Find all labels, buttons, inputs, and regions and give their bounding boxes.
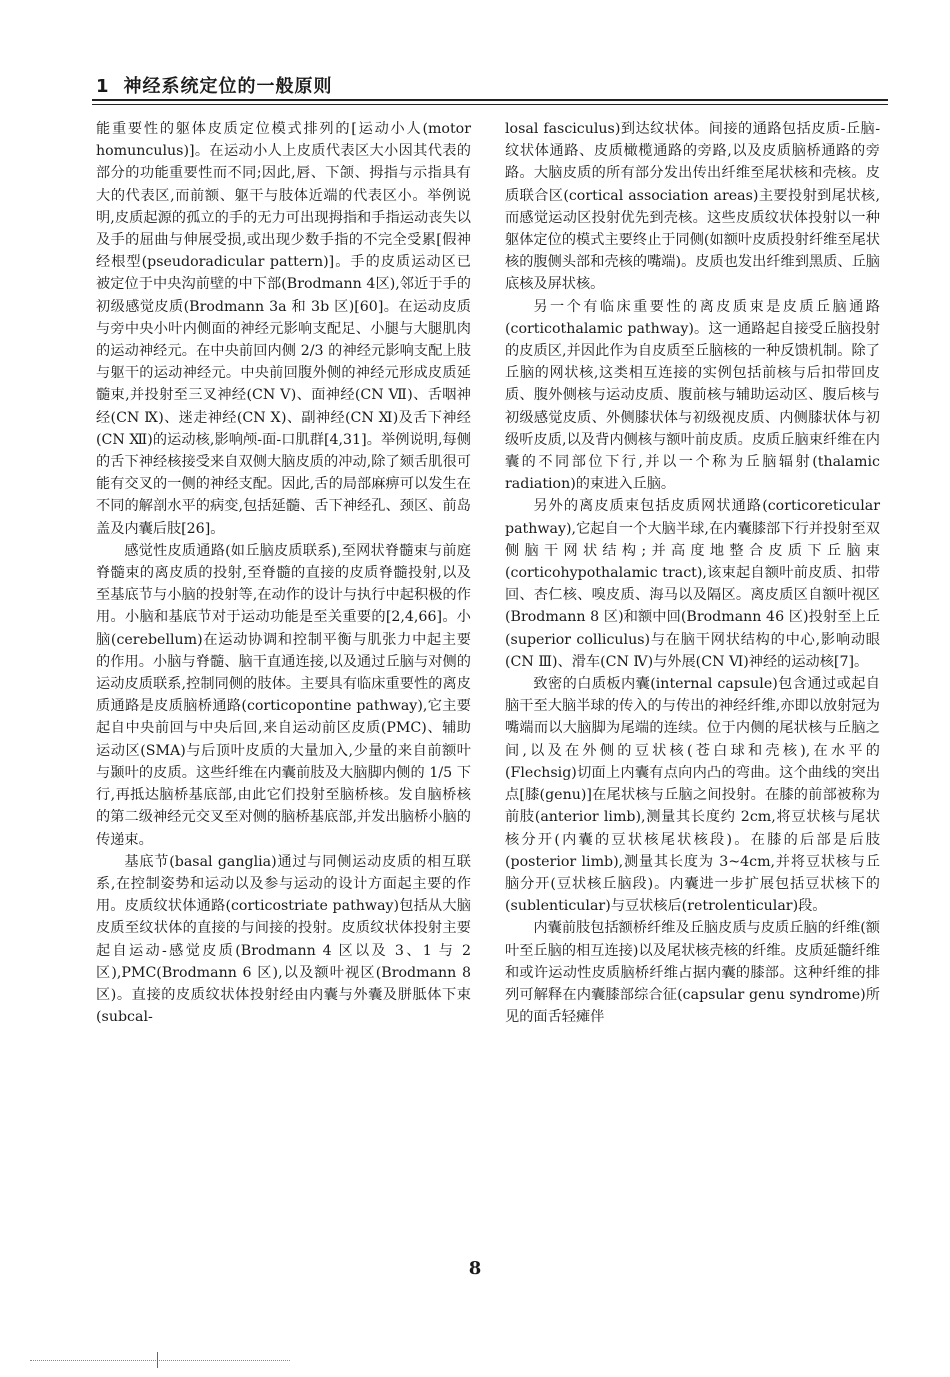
paragraph: 感觉性皮质通路(如丘脑皮质联系),至网状脊髓束与前庭脊髓束的离皮质的投射,至脊髓的直接的皮质脊髓投射,以及至基底节与小脑的投射等,在动作的设计与执行中起积极的作用。小脑和基底节对于运动功能是至关重要的[2,4,66]。小脑(cerebellum)在运动协调和控制平衡与肌张力中起主要的作用。小脑与脊髓、脑干直通连接,以及通过丘脑与对侧的运动皮质联系,控制同侧的肢体。主要具有临床重要性的离皮质通路是皮质脑桥通路(corticopontine pathway),它主要起自中央前回与中央后回,来自运动前区皮质(PMC)、辅助运动区(SMA)与后顶叶皮质的大量加入,少量的来自前额叶与颞叶的皮质。这些纤维在内囊前肢及大脑脚内侧的 1/5 下行,再抵达脑桥基底部,由此它们投射至脑桥核。发自脑桥核的第二级神经元交叉至对侧的脑桥基底部,并发出脑桥小脑的传递束。 [96, 542, 471, 848]
paragraph: 另一个有临床重要性的离皮质束是皮质丘脑通路(corticothalamic pathway)。这一通路起自接受丘脑投射的皮质区,并因此作为自皮质至丘脑核的一种反馈机制。除了丘脑的网状核,这类相互连接的实例包括前核与后扣带回皮质、腹外侧核与运动皮质、腹前核与辅助运动区、腹后核与初级感觉皮质、外侧膝状体与初级视皮质、内侧膝状体与初级听皮质,以及背内侧核与额叶前皮质。皮质丘脑束纤维在内囊的不同部位下行,并以一个称为丘脑辐射(thalamic radiation)的束进入丘脑。 [505, 298, 880, 493]
paragraph: losal fasciculus)到达纹状体。间接的通路包括皮质-丘脑-纹状体通路、皮质橄榄通路的旁路,以及皮质脑桥通路的旁路。大脑皮质的所有部分发出传出纤维至尾状核和壳核。皮质联合区(cortical association areas)主要投射到尾状核,而感觉运动区投射优先到壳核。这些皮质纹状体投射以一种躯体定位的模式主要终止于同侧(如额叶皮质投射纤维至尾状核的腹侧头部和壳核的嘴端)。皮质也发出纤维到黑质、丘脑底核及屏状核。 [505, 121, 880, 293]
right-column [505, 118, 880, 1028]
paragraph: 基底节(basal ganglia)通过与同侧运动皮质的相互联系,在控制姿势和运动以及参与运动的设计方面起主要的作用。皮质纹状体通路(corticostriate pathway)包括从大脑皮质至纹状体的直接的与间接的投射。皮质纹状体投射主要起自运动-感觉皮质(Brodmann 4 区以及 3、1 与 2 区),PMC(Brodmann 6 区),以及额叶视区(Brodmann 8 区)。直接的皮质纹状体投射经由内囊与外囊及胼胝体下束(subcal- [96, 853, 471, 1026]
paragraph: 能重要性的躯体皮质定位模式排列的[运动小人(motor homunculus)]。在运动小人上皮质代表区大小因其代表的部分的功能重要性而不同;因此,唇、下颌、拇指与示指具有大的代表区,而前额、躯干与肢体近端的代表区小。举例说明,皮质起源的孤立的手的无力可出现拇指和手指运动丧失以及手的屈曲与伸展受损,或出现少数手指的不完全受累[假神经根型(pseudoradicular pattern)]。手的皮质运动区已被定位于中央沟前壁的中下部(Brodmann 4区),邻近于手的初级感觉皮质(Brodmann 3a 和 3b 区)[60]。在运动皮质与旁中央小叶内侧面的神经元影响支配足、小腿与大腿肌肉的运动神经元。在中央前回内侧 2/3 的神经元影响支配上肢与躯干的运动神经元。中央前回腹外侧的神经元形成皮质延髓束,并投射至三叉神经(CN Ⅴ)、面神经(CN Ⅶ)、舌咽神经(CN Ⅸ)、迷走神经(CN Ⅹ)、副神经(CN Ⅺ)及舌下神经(CN Ⅻ)的运动核,影响颅-面-口肌群[4,31]。举例说明,每侧的舌下神经核接受来自双侧大脑皮质的冲动,除了颏舌肌很可能有交叉的一侧的神经支配。因此,舌的局部麻痹可以发生在不同的解剖水平的病变,包括延髓、舌下神经孔、颈区、前岛盖及内囊后肢[26]。 [96, 121, 471, 537]
paragraph: 致密的白质板内囊(internal capsule)包含通过或起自脑干至大脑半球的传入的与传出的神经纤维,亦即以放射冠为嘴端而以大脑脚为尾端的连续。位于内侧的尾状核与丘脑之间,以及在外侧的豆状核(苍白球和壳核),在水平的(Flechsig)切面上内囊有点向内凸的弯曲。这个曲线的突出点[膝(genu)]在尾状核与丘脑之间投射。在膝的前部被称为前肢(anterior limb),测量其长度约 2cm,将豆状核与尾状核分开(内囊的豆状核尾状核段)。在膝的后部是后肢(posterior limb),测量其长度为 3~4cm,并将豆状核与丘脑分开(豆状核丘脑段)。内囊进一步扩展包括豆状核下的(sublenticular)与豆状核后(retrolenticular)段。 [505, 676, 880, 915]
scan-artifact-line [30, 1360, 290, 1361]
left-column [96, 118, 471, 1028]
chapter-number: 1 [96, 76, 110, 97]
scan-artifact-tick [157, 1352, 158, 1368]
page-number: 8 [468, 1258, 482, 1279]
running-header [96, 72, 333, 98]
paragraph: 另外的离皮质束包括皮质网状通路(corticoreticular pathway),它起自一个大脑半球,在内囊膝部下行并投射至双侧脑干网状结构;并高度地整合皮质下丘脑束(corticohypothalamic tract),该束起自额叶前皮质、扣带回、杏仁核、嗅皮质、海马以及隔区。离皮质区自额叶视区(Brodmann 8 区)和额中回(Brodmann 46 区)投射至上丘(superior colliculus)与在脑干网状结构的中心,影响动眼(CN Ⅲ)、滑车(CN Ⅳ)与外展(CN Ⅵ)神经的运动核[7]。 [505, 498, 880, 670]
chapter-title: 神经系统定位的一般原则 [123, 76, 333, 97]
header-rule [92, 99, 888, 101]
paragraph: 内囊前肢包括额桥纤维及丘脑皮质与皮质丘脑的纤维(额叶至丘脑的相互连接)以及尾状核壳核的纤维。皮质延髓纤维和或许运动性皮质脑桥纤维占据内囊的膝部。这种纤维的排列可解释在内囊膝部综合征(capsular genu syndrome)所见的面舌轻瘫伴 [505, 920, 880, 1026]
header-rule-thin [92, 104, 888, 105]
